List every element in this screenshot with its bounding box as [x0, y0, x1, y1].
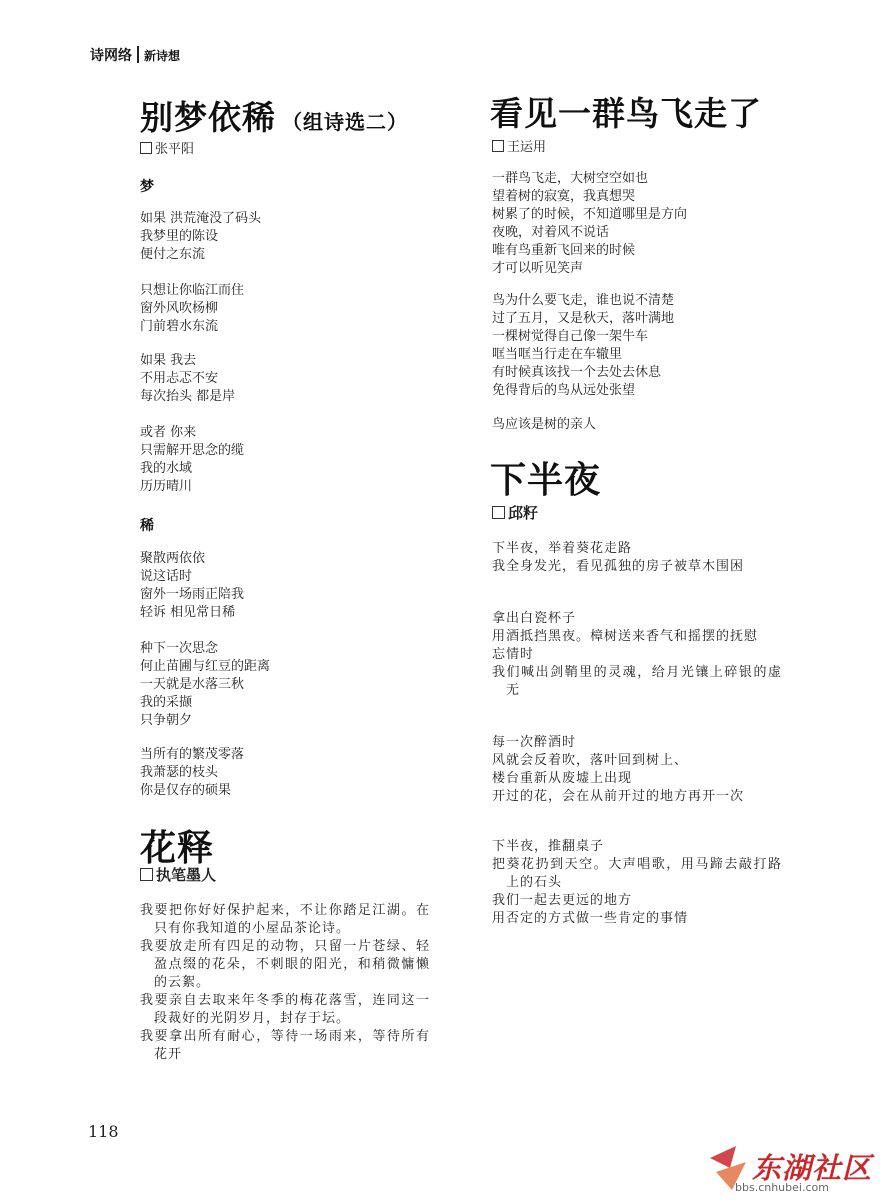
- poem1-title: 别梦依稀: [140, 98, 276, 137]
- prose-paragraph: 我要放走所有四足的动物，只留一片苍绿、轻盈点缀的花朵，不刺眼的阳光，和稍微慵懒的云絮。: [140, 939, 430, 990]
- square-bullet-icon: [140, 142, 152, 154]
- poem2-title: 花释: [140, 827, 215, 869]
- poem-line: 我的水域: [140, 461, 193, 476]
- poem-line: 过了五月，又是秋天，落叶满地: [492, 311, 675, 326]
- column-name: 新诗想: [144, 49, 181, 63]
- square-bullet-icon: [492, 140, 504, 152]
- poem1-byline: [140, 138, 194, 157]
- poem-line: 鸟应该是树的亲人: [492, 417, 597, 432]
- poem-line: 唯有鸟重新飞回来的时候: [492, 243, 636, 258]
- magazine-name: 诗网络: [90, 48, 132, 64]
- poem4-author: 邱籽: [508, 504, 539, 522]
- poem-line: 只想让你临江而住: [140, 283, 245, 298]
- poem-line: 便付之东流: [140, 247, 206, 262]
- poem-line: 每一次醉酒时: [492, 735, 577, 750]
- watermark-name: 东湖社区: [752, 1151, 873, 1185]
- poem1-section2-stanza: [140, 550, 244, 622]
- poem1-section1-stanza: [140, 352, 235, 406]
- poem4-byline: [492, 502, 538, 523]
- poem-line: 免得背后的鸟从远处张望: [492, 383, 636, 398]
- poem1-subtitle: （组诗选二）: [282, 110, 408, 134]
- poem3-stanza: [492, 292, 674, 400]
- page-number: 118: [88, 1122, 119, 1141]
- poem-line: 窗外风吹杨柳: [140, 301, 219, 316]
- magazine-header: [90, 45, 180, 65]
- poem-line: 或者 你来: [140, 425, 197, 440]
- poem-line: 我的采撷: [140, 695, 193, 710]
- poem-line: 忘情时: [492, 647, 535, 662]
- poem-line: 种下一次思念: [140, 641, 219, 656]
- poem-line: 我梦里的陈设: [140, 229, 219, 244]
- poem1-author: 张平阳: [155, 142, 195, 157]
- poem-line: 一天就是水落三秋: [140, 677, 245, 692]
- poem-line: 如果 洪荒淹没了码头: [140, 211, 262, 226]
- poem3-title: 看见一群鸟飞走了: [490, 94, 762, 133]
- poem-line: 当所有的繁茂零落: [140, 747, 245, 762]
- poem-line: 何止苗圃与红豆的距离: [140, 659, 271, 674]
- poem-line: 风就会反着吹，落叶回到树上、: [492, 753, 689, 768]
- poem1-section2-stanza: [140, 746, 244, 800]
- poem-line: 用酒抵挡黑夜。樟树送来香气和摇摆的抚慰: [492, 629, 759, 644]
- poem4-title: 下半夜: [490, 459, 602, 501]
- square-bullet-icon: [492, 506, 505, 519]
- poem1-section1-stanza: [140, 424, 244, 496]
- poem-line: 下半夜，推翻桌子: [492, 839, 605, 854]
- poem-line: 一棵树觉得自己像一架牛车: [492, 329, 649, 344]
- poem-line: 下半夜，举着葵花走路: [492, 541, 633, 556]
- poem-line: 只争朝夕: [140, 713, 193, 728]
- poem4-stanza: [492, 610, 782, 700]
- poem-line: 不用忐忑不安: [140, 371, 219, 386]
- poem-line: 树累了的时候，不知道哪里是方向: [492, 207, 688, 222]
- poem4-stanza: [492, 540, 782, 576]
- poem4-stanza: [492, 734, 782, 806]
- poem-line: 把葵花扔到天空。大声唱歌，用马蹄去敲打路上的石头: [492, 857, 782, 890]
- poem-line: 你是仅存的硕果: [140, 783, 232, 798]
- poem-line: 才可以听见笑声: [492, 261, 584, 276]
- poem-line: 我萧瑟的枝头: [140, 765, 219, 780]
- poem-line: 望着树的寂寞，我真想哭: [492, 189, 636, 204]
- poem-line: 门前碧水东流: [140, 319, 219, 334]
- prose-paragraph: 我要亲自去取来年冬季的梅花落雪，连同这一段裁好的光阴岁月，封存于坛。: [140, 993, 430, 1026]
- poem-line: 夜晚，对着风不说话: [492, 225, 610, 240]
- poem1-section1-heading: 梦: [140, 179, 154, 195]
- poem-line: 说这话时: [140, 569, 193, 584]
- poem-line: 窗外一场雨正陪我: [140, 587, 245, 602]
- poem-line: 轻诉 相见常日稀: [140, 605, 236, 620]
- poem1-section2-heading: 稀: [140, 518, 154, 534]
- poem-line: 哐当哐当行走在车辙里: [492, 347, 623, 362]
- poem-line: 如果 我去: [140, 353, 197, 368]
- poem-line: 只需解开思念的缆: [140, 443, 245, 458]
- prose-paragraph: 我要拿出所有耐心，等待一场雨来，等待所有花开: [140, 1029, 430, 1062]
- poem3-byline: [492, 136, 546, 155]
- header-divider: [137, 46, 139, 63]
- poem-line: 用否定的方式做一些肯定的事情: [492, 911, 689, 926]
- poem1-section1-stanza: [140, 282, 244, 336]
- poem3-author: 王运用: [507, 140, 547, 155]
- poem1-section1-stanza: [140, 210, 261, 264]
- poem4-stanza: [492, 838, 782, 928]
- square-bullet-icon: [140, 868, 153, 881]
- watermark-url: bbs.cnhubei.com: [735, 1181, 829, 1194]
- poem-line: 鸟为什么要飞走，谁也说不清楚: [492, 293, 675, 308]
- poem-line: 聚散两依依: [140, 551, 206, 566]
- poem-line: 我们喊出剑鞘里的灵魂，给月光镶上碎银的虚无: [492, 665, 782, 698]
- poem2-author: 执笔墨人: [156, 866, 217, 884]
- poem-line: 有时候真该找一个去处去休息: [492, 365, 662, 380]
- poem-line: 我们一起去更远的地方: [492, 893, 633, 908]
- poem1-title-line: [140, 92, 408, 139]
- poem1-section2-stanza: [140, 640, 270, 730]
- poem-line: 拿出白瓷杯子: [492, 611, 577, 626]
- poem-line: 楼台重新从废墟上出现: [492, 771, 633, 786]
- poem-line: 每次抬头 都是岸: [140, 389, 236, 404]
- poem3-stanza: [492, 416, 596, 434]
- prose-paragraph: 我要把你好好保护起来，不让你踏足江湖。在只有你我知道的小屋品茶论诗。: [140, 903, 430, 936]
- poem-line: 我全身发光，看见孤独的房子被草木围困: [492, 559, 745, 574]
- poem-line: 一群鸟飞走，大树空空如也: [492, 171, 649, 186]
- poem2-body: [140, 902, 430, 1064]
- poem-line: 开过的花，会在从前开过的地方再开一次: [492, 789, 745, 804]
- poem-line: 历历晴川: [140, 479, 193, 494]
- poem3-stanza: [492, 170, 687, 278]
- poem2-byline: [140, 864, 216, 885]
